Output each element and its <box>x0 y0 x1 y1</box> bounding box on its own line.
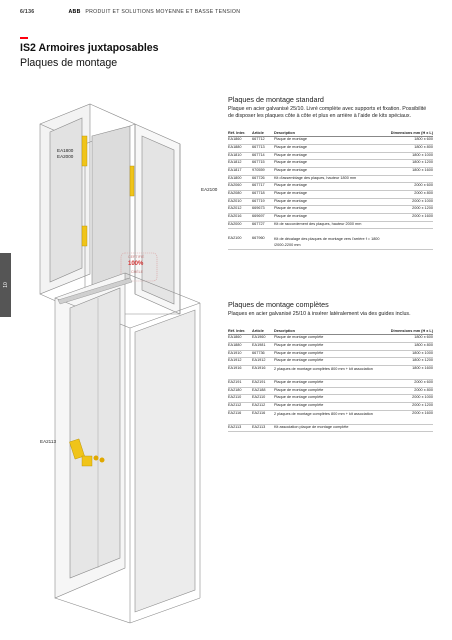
cell-article: EA2113 <box>252 424 274 432</box>
table-row <box>228 175 433 183</box>
cell-description: 2 plaques de montage complètes 800 mm + kit association <box>274 365 385 379</box>
cell-ref: EA1912 <box>228 358 252 366</box>
cell-dimensions <box>385 236 433 250</box>
table-row <box>228 395 433 403</box>
col-description: Description <box>274 130 385 137</box>
cell-ref: EA1817 <box>228 167 252 175</box>
cell-article: EA2110 <box>252 395 274 403</box>
complete-description: Plaques en acier galvanisé 25/10 à insérer latéralement via des guides inclus. <box>228 311 411 317</box>
cell-ref: EA2110 <box>228 395 252 403</box>
cell-article: 667726 <box>252 175 274 183</box>
table-row <box>228 221 433 229</box>
cell-dimensions: 1800 x 1200 <box>385 358 433 366</box>
cell-dimensions: 1800 x 1600 <box>385 365 433 379</box>
cell-ref: EA2112 <box>228 403 252 411</box>
cell-article: EA1912 <box>252 358 274 366</box>
cell-dimensions <box>385 424 433 432</box>
cell-article: EA2116 <box>252 410 274 424</box>
cell-dimensions: 1800 x 600 <box>385 335 433 343</box>
standard-description: Plaque en acier galvanisé 25/10. Livré complète avec supports et fixation. Possibilité de disposer les plaques côte à côte et plus en arrière à l'aide de kits spéciaux. <box>228 106 427 119</box>
cell-description: Plaque de montage complète <box>274 350 385 358</box>
cell-ref: EA2016 <box>228 214 252 222</box>
cell-article: EA2188 <box>252 387 274 395</box>
cell-description: Plaque de montage complète <box>274 387 385 395</box>
cell-article: 667717 <box>252 183 274 191</box>
cell-article: 970559 <box>252 167 274 175</box>
cell-article: EA2112 <box>252 403 274 411</box>
cell-description: Plaque de montage complète <box>274 403 385 411</box>
table-row <box>228 167 433 175</box>
cell-description: Plaque de montage complète <box>274 342 385 350</box>
cell-ref: EA1880 <box>228 342 252 350</box>
header-text: PRODUIT ET SOLUTIONS MOYENNE ET BASSE TENSION <box>85 9 241 15</box>
cell-description: Plaque de montage <box>274 167 385 175</box>
label-ea2100: EA2100 <box>201 187 218 192</box>
complete-title: Plaques de montage complètes <box>228 300 329 309</box>
cell-ref: EA2080 <box>228 191 252 199</box>
col-description: Description <box>274 328 385 335</box>
cell-article: 667736 <box>252 350 274 358</box>
cell-description: Plaque de montage <box>274 214 385 222</box>
table-row <box>228 198 433 206</box>
page-header <box>20 9 240 15</box>
cell-description: Plaque de montage <box>274 206 385 214</box>
table-row <box>228 144 433 152</box>
cell-article: 667718 <box>252 191 274 199</box>
chapter-tab: 10 <box>0 253 11 317</box>
label-ea2000: EA2000 <box>57 154 74 159</box>
cell-dimensions: 2000 x 800 <box>385 387 433 395</box>
cell-dimensions <box>385 221 433 229</box>
table-row <box>228 206 433 214</box>
table-row <box>228 160 433 168</box>
cell-dimensions: 2000 x 1200 <box>385 403 433 411</box>
cell-ref: EA2012 <box>228 206 252 214</box>
col-dimensions: Dimensions mm (H x L) <box>385 130 433 137</box>
col-article: Article <box>252 130 274 137</box>
cell-description: Plaque de montage complète <box>274 395 385 403</box>
cell-dimensions: 1800 x 800 <box>385 144 433 152</box>
table-header-row <box>228 328 433 335</box>
cell-ref: EA2010 <box>228 198 252 206</box>
cell-dimensions: 2000 x 1200 <box>385 206 433 214</box>
cell-article: 667727 <box>252 221 274 229</box>
brand-logo: ABB <box>68 9 81 15</box>
cell-ref: EA2100 <box>228 236 252 250</box>
col-article: Article <box>252 328 274 335</box>
complete-table <box>228 328 433 432</box>
page-subtitle: Plaques de montage <box>20 57 118 69</box>
cell-description: Plaque de montage <box>274 152 385 160</box>
stamp-percent: 100% <box>128 261 144 267</box>
cell-description: 2 plaques de montage complètes 800 mm + kit association <box>274 410 385 424</box>
cell-dimensions: 2000 x 600 <box>385 379 433 387</box>
stamp-top-text: CERTIFIÉ <box>128 255 145 259</box>
cell-dimensions: 2000 x 800 <box>385 191 433 199</box>
table-row <box>228 183 433 191</box>
cell-description: Plaque de montage <box>274 183 385 191</box>
cell-dimensions: 2000 x 1600 <box>385 410 433 424</box>
cell-ref: EA1860 <box>228 335 252 343</box>
cell-article: 667712 <box>252 137 274 145</box>
cell-dimensions: 1800 x 1200 <box>385 160 433 168</box>
table-row <box>228 387 433 395</box>
cell-article: EA2191 <box>252 379 274 387</box>
cell-description: Plaque de montage complète <box>274 358 385 366</box>
col-ref: Réf. Inter. <box>228 328 252 335</box>
page-number: 6/136 <box>20 9 35 15</box>
table-row <box>228 335 433 343</box>
cell-description: Kit de raccordement des plaques, hauteur 2000 mm <box>274 221 385 229</box>
table-row <box>228 137 433 145</box>
cell-dimensions: 2000 x 1000 <box>385 395 433 403</box>
table-row <box>228 350 433 358</box>
table-row <box>228 152 433 160</box>
cell-ref: EA2060 <box>228 183 252 191</box>
cell-ref: EA1860 <box>228 137 252 145</box>
cell-ref: EA2113 <box>228 424 252 432</box>
table-row <box>228 424 433 432</box>
cell-article: EA1981 <box>252 342 274 350</box>
table-row <box>228 358 433 366</box>
cell-description: Plaque de montage <box>274 160 385 168</box>
cell-dimensions: 1800 x 1000 <box>385 152 433 160</box>
cell-dimensions: 2000 x 600 <box>385 183 433 191</box>
cell-ref: EA1800 <box>228 175 252 183</box>
label-ea2113: EA2113 <box>40 439 57 444</box>
table-row <box>228 365 433 379</box>
table-row <box>228 410 433 424</box>
cell-dimensions: 2000 x 1600 <box>385 214 433 222</box>
cell-description: Kit d'assemblage des plaques, hauteur 1800 mm <box>274 175 385 183</box>
cell-dimensions <box>385 175 433 183</box>
table-row <box>228 379 433 387</box>
col-ref: Réf. Inter. <box>228 130 252 137</box>
table-row <box>228 342 433 350</box>
standard-table <box>228 130 433 250</box>
cell-article: 667714 <box>252 152 274 160</box>
cell-dimensions: 2000 x 1000 <box>385 198 433 206</box>
label-ea1800: EA1800 <box>57 148 74 153</box>
cell-description: Plaque de montage complète <box>274 379 385 387</box>
cell-description: Plaque de montage complète <box>274 335 385 343</box>
cell-ref: EA2191 <box>228 379 252 387</box>
standard-title: Plaques de montage standard <box>228 95 324 104</box>
cell-ref: EA2116 <box>228 410 252 424</box>
cell-article: 667719 <box>252 198 274 206</box>
cell-ref: EA2000 <box>228 221 252 229</box>
table-row <box>228 403 433 411</box>
cell-description: Plaque de montage <box>274 198 385 206</box>
page-title: IS2 Armoires juxtaposables <box>20 42 159 54</box>
cell-article: 669673 <box>252 206 274 214</box>
table-row <box>228 236 433 250</box>
cell-article: 667960 <box>252 236 274 250</box>
cell-description: Kit association plaque de montage complète <box>274 424 385 432</box>
stamp-bottom-text: CHÉLE <box>131 270 143 274</box>
cell-ref: EA1910 <box>228 350 252 358</box>
cell-article: 667713 <box>252 144 274 152</box>
cell-ref: EA1880 <box>228 144 252 152</box>
cell-ref: EA1810 <box>228 152 252 160</box>
table-row <box>228 214 433 222</box>
cell-ref: EA1812 <box>228 160 252 168</box>
cell-article: EA1960 <box>252 335 274 343</box>
cell-description: Plaque de montage <box>274 137 385 145</box>
cell-description: Plaque de montage <box>274 191 385 199</box>
cell-article: EA1916 <box>252 365 274 379</box>
cell-description: Plaque de montage <box>274 144 385 152</box>
accent-bar <box>20 37 28 39</box>
cell-dimensions: 1800 x 1600 <box>385 167 433 175</box>
table-row <box>228 191 433 199</box>
table-header-row <box>228 130 433 137</box>
cell-article: 667715 <box>252 160 274 168</box>
cell-ref: EA2180 <box>228 387 252 395</box>
cell-description: Kit de décalage des plaques de montage vers l'arrière f = 1800 /2000-2200 mm <box>274 236 385 250</box>
cell-dimensions: 1800 x 600 <box>385 137 433 145</box>
cell-ref: EA1916 <box>228 365 252 379</box>
cell-dimensions: 1800 x 800 <box>385 342 433 350</box>
complete-plates-illustration <box>40 268 225 628</box>
col-dimensions: Dimensions mm (H x L) <box>385 328 433 335</box>
cell-article: 669697 <box>252 214 274 222</box>
cell-dimensions: 1800 x 1000 <box>385 350 433 358</box>
